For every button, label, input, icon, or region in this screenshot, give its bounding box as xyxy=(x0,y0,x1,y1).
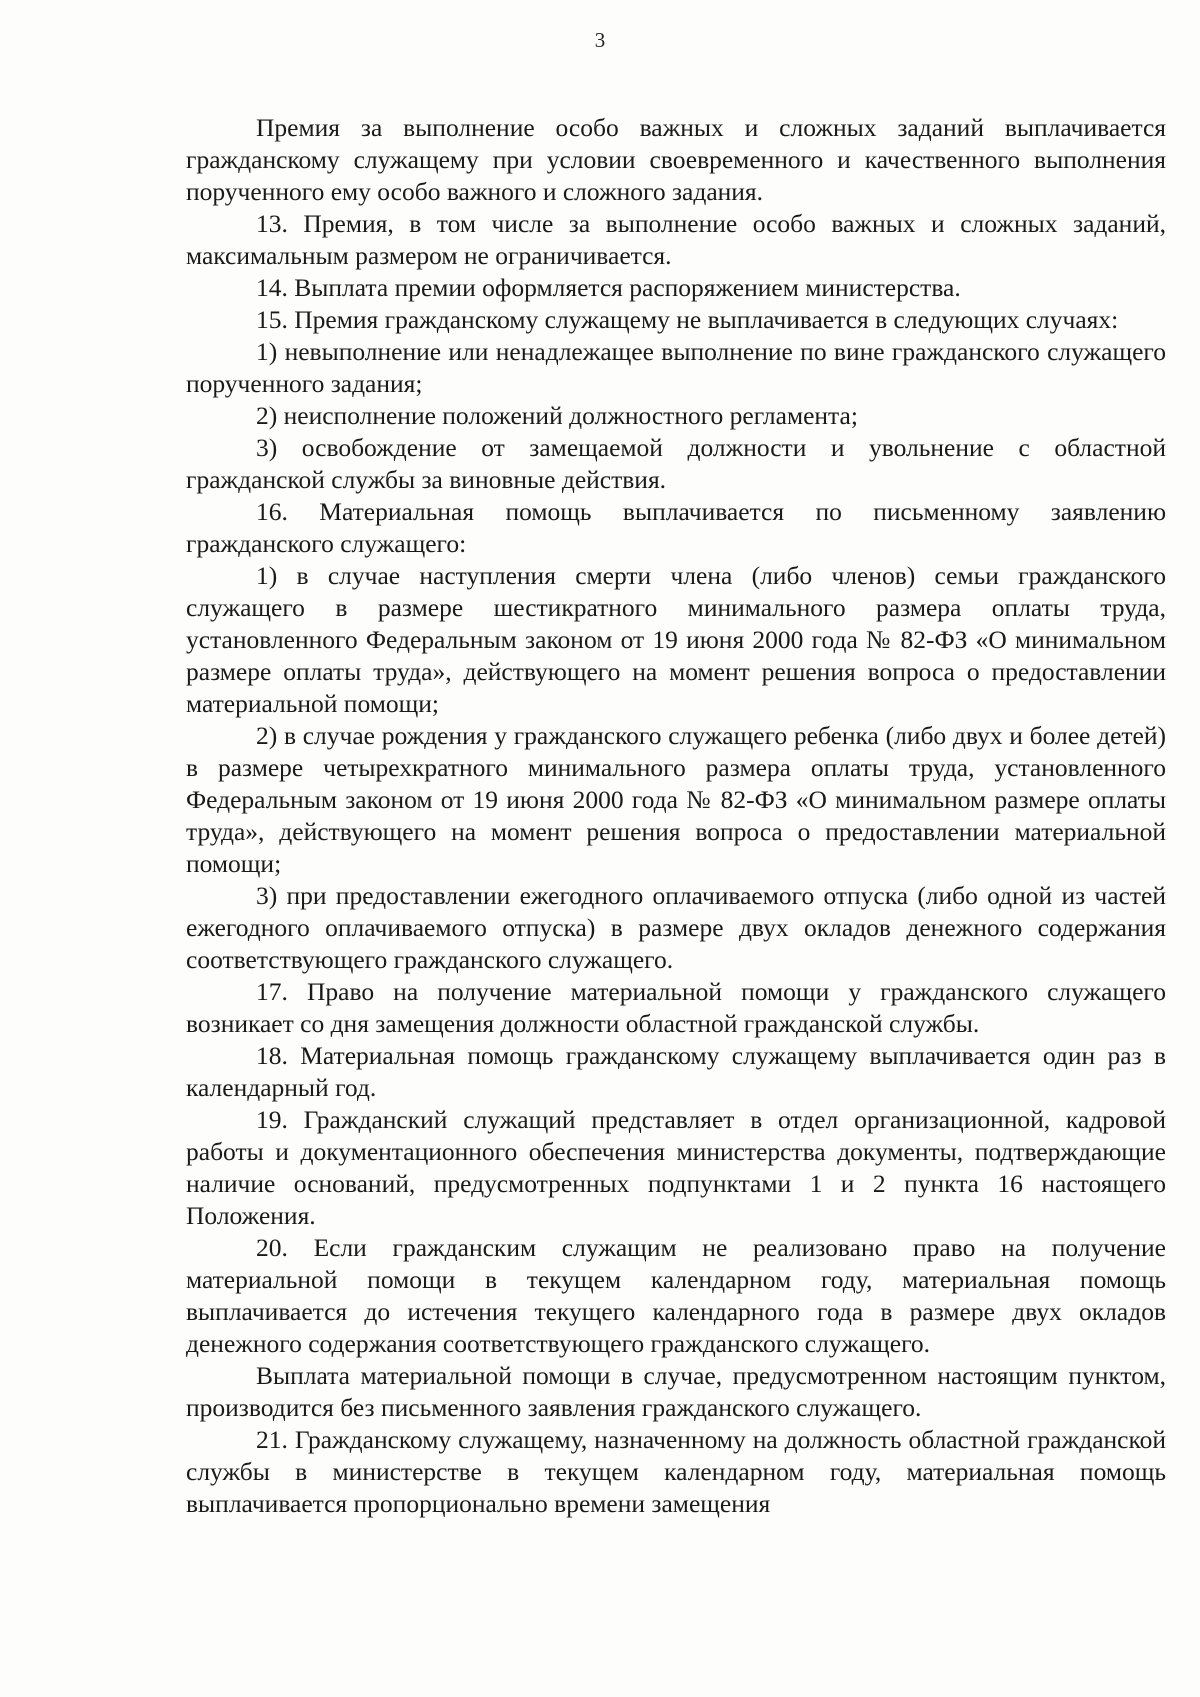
paragraph: 21. Гражданскому служащему, назначенному на должность областной гражданской службы в министерстве в текущем календарном году, материальная помощь выплачивается пропорционально времени замещения xyxy=(186,1425,1166,1518)
paragraph: 1) в случае наступления смерти члена (либо членов) семьи гражданского служащего в размере шестикратного минимального размера оплаты труда, установленного Федеральным законом от 19 июня 2000 года № 82-ФЗ «О минимальном размере оплаты труда», действующего на момент решения вопроса о предоставлении материальной помощи; xyxy=(186,561,1166,718)
paragraph: 15. Премия гражданскому служащему не выплачивается в следующих случаях: xyxy=(256,305,1119,334)
paragraph: 16. Материальная помощь выплачивается по письменному заявлению гражданского служащего: xyxy=(186,497,1166,558)
paragraph: 13. Премия, в том числе за выполнение особо важных и сложных заданий, максимальным размером не ограничивается. xyxy=(186,209,1166,270)
document-body xyxy=(186,112,1166,1520)
paragraph: 1) невыполнение или ненадлежащее выполнение по вине гражданского служащего порученного задания; xyxy=(186,337,1166,398)
paragraph: 14. Выплата премии оформляется распоряжением министерства. xyxy=(256,273,961,302)
paragraph: 3) освобождение от замещаемой должности и увольнение с областной гражданской службы за виновные действия. xyxy=(186,433,1166,494)
page-number: 3 xyxy=(594,28,606,52)
paragraph: 2) неисполнение положений должностного регламента; xyxy=(256,401,858,430)
paragraph: 19. Гражданский служащий представляет в отдел организационной, кадровой работы и документационного обеспечения министерства документы, подтверждающие наличие оснований, предусмотренных подпунктами 1 и 2 пункта 16 настоящего Положения. xyxy=(186,1105,1166,1230)
paragraph: Премия за выполнение особо важных и сложных заданий выплачивается гражданскому служащему при условии своевременного и качественного выполнения порученного ему особо важного и сложного задания. xyxy=(186,113,1166,206)
paragraph: 2) в случае рождения у гражданского служащего ребенка (либо двух и более детей) в размере четырехкратного минимального размера оплаты труда, установленного Федеральным законом от 19 июня 2000 года № 82-ФЗ «О минимальном размере оплаты труда», действующего на момент решения вопроса о предоставлении материальной помощи; xyxy=(186,721,1166,878)
paragraph: 18. Материальная помощь гражданскому служащему выплачивается один раз в календарный год. xyxy=(186,1041,1166,1102)
paragraph: 20. Если гражданским служащим не реализовано право на получение материальной помощи в текущем календарном году, материальная помощь выплачивается до истечения текущего календарного года в размере двух окладов денежного содержания соответствующего гражданского служащего. xyxy=(186,1233,1166,1358)
paragraph: 3) при предоставлении ежегодного оплачиваемого отпуска (либо одной из частей ежегодного оплачиваемого отпуска) в размере двух окладов денежного содержания соответствующего гражданского служащего. xyxy=(186,881,1166,974)
paragraph: 17. Право на получение материальной помощи у гражданского служащего возникает со дня замещения должности областной гражданской службы. xyxy=(186,977,1166,1038)
paragraph: Выплата материальной помощи в случае, предусмотренном настоящим пунктом, производится без письменного заявления гражданского служащего. xyxy=(186,1361,1166,1422)
